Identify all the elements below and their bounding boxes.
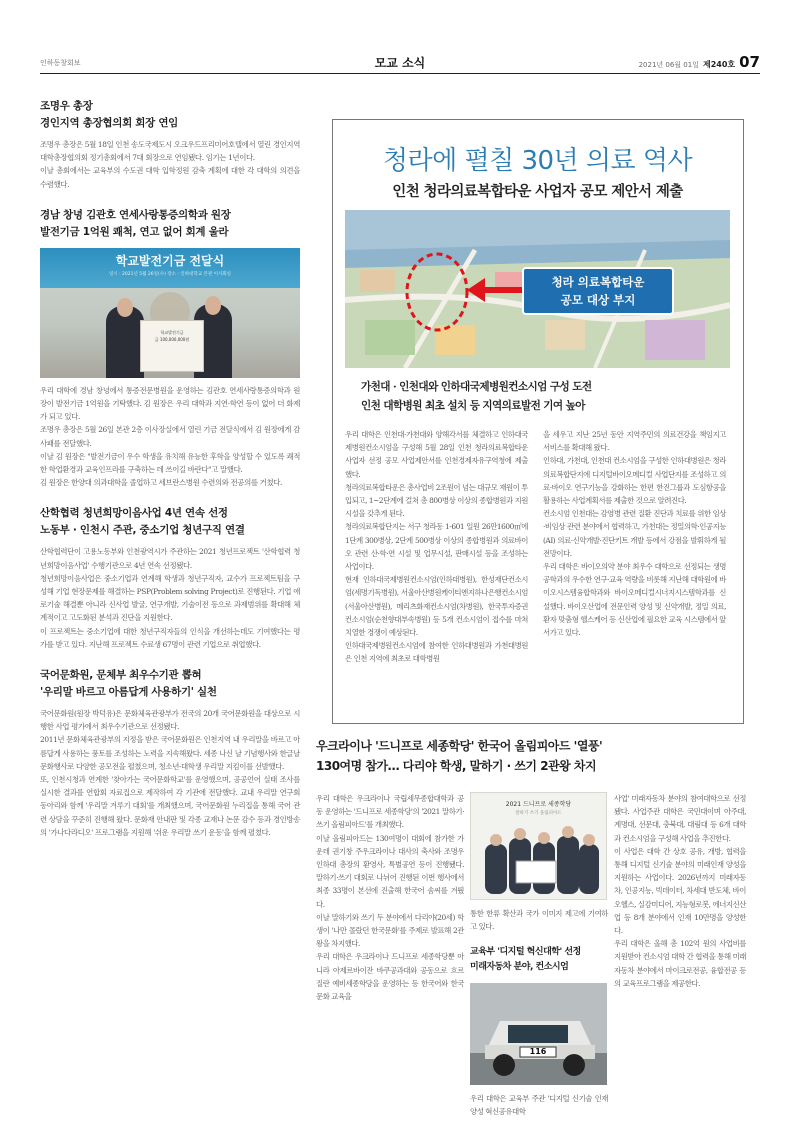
issue-number: 제240호 [702,60,736,69]
mobility-body-col: 사업' 미래자동차 분야의 참여대학으로 선정됐다. 사업주관 대학은 국민대이며 아주대, 계명대, 선문대, 충북대, 대림대 등 6개 대학과 컨소시엄을 구성해 사업을 추진한다. 이 사업은 대학 간 상호 공유, 개방, 협력을 통해 디지털 신기술 분야의 미래인재 양성을 지원하는 사업이다. 2026년까지 미래자동차, 인공지능, 빅데이터, 차세대 반도체, 바이오헬스, 실감미디어, 지능형로봇, 에너지신산업 등 8개 분야에서 인재 10만명을 양성한다. 우리 대학은 올해 총 102억 원의 사업비를 지원받아 컨소시엄 대학 간 협력을 통해 미래자동차 분야에서 마이크로전공, 융합전공 등의 교육프로그램을 제공한다. [614,794,746,988]
caption-line: 인천 대학병원 최초 설치 등 지역의료발전 기여 높아 [361,400,585,412]
car-illustration [470,983,607,1085]
page-number: 07 [739,53,760,71]
header-rule [40,73,760,74]
article-body: 조명우 총장은 5월 18일 인천 송도국제도시 오크우드프리미어호텔에서 열린 경인지역대학총장협의회 정기총회에서 7대 회장으로 연임됐다. 임기는 1년이다. 이날 총회에서는 교육부의 수도권 대학 입학정원 감축 계획에 대한 각 대학의 의견을 수렴했다. [40,140,300,189]
person-head [205,296,221,315]
car-number: 116 [529,1047,547,1056]
article-title-line: 경남 창녕 김관호 연세사랑통증의학과 원장 [40,208,231,221]
article-donation [40,207,300,490]
banner-subtitle: 일시 : 2021년 5월 26일(수) 장소 : 인하대학교 본관 이사회실 [108,271,232,277]
donation-ceremony-photo [40,248,300,378]
article-title-line: 경인지역 총장협의회 회장 연임 [40,117,179,129]
feature-subtitle: 인천 청라의료복합타운 사업자 공모 제안서 제출 [392,184,683,200]
banner-title: 학교발전기금 전달식 [115,253,225,268]
article-title-line: 국어문화원, 문체부 최우수기관 뽑혀 [40,669,202,682]
ukraine-article-title [316,736,761,776]
photo-title: 2021 드니프로 세종학당 [505,801,572,808]
site-map-image [345,210,730,368]
section-title: 모교 소식 [374,56,426,70]
olympiad-photo [470,792,607,900]
mobility-article-title [470,945,608,975]
article-title-line: 산학협력 청년희망이음사업 4년 연속 선정 [40,507,228,520]
donation-board: 학교발전기금 금 100,000,000원 [140,320,204,372]
issue-date: 2021년 06월 01일 [638,61,699,69]
feature-article-box [332,119,744,724]
article-korean-institute [40,667,300,839]
group-participants-illustration [471,816,607,896]
photo-subtitle: 말하기 쓰기 올림피아드 [515,811,562,816]
article-title-line: 노동부 · 인천시 주관, 중소기업 청년구직 연결 [40,524,245,537]
article-title-line: 미래자동차 분야, 컨소시엄 [470,962,569,972]
feature-title: 청라에 펼칠 30년 의료 역사 [382,146,693,176]
article-title-line: 발전기금 1억원 쾌척, 연고 없어 회계 울라 [40,225,229,238]
article-title-line: 조명우 총장 [40,100,93,112]
article-body: 우리 대학에 경남 창녕에서 통증전문병원을 운영하는 김관호 연세사랑통증의학과 원장이 발전기금 1억원을 기탁했다. 김 원장은 우리 대학과 지연·학연 등이 없어 더 화제가 되고 있다. 조명우 총장은 5월 26일 본관 2층 이사장실에서 열린 기금 전달식에서 김 원장에게 감사패를 전달했다. 이날 김 원장은 "발전기금이 우수 학생을 유치해 유능한 후학을 양성할 수 있도록 쾌적한 학업환경과 교육인프라를 구축하는 데 쓰이길 바란다"고 말했다. 김 원장은 한양대 의과대학을 졸업하고 세브란스병원 수련의와 전공의를 거쳤다. [40,385,300,488]
left-column [40,98,300,855]
article-title-line: 우크라이나 '드니프로 세종학당' 한국어 올림피아드 '열풍' [316,739,603,753]
caption-line: 가천대 · 인천대와 인하대국제병원컨소시엄 구성 도전 [361,381,592,393]
article-body: 산학협력단이 고용노동부와 인천광역시가 주관하는 2021 청년프로젝트 '산학협력 청년희망이음사업' 수행기관으로 4년 연속 선정됐다. 청년희망이음사업은 중소기업과 연계해 학생과 청년구직자, 교수가 프로젝트팀을 구성해 기업 현장문제를 해결하는 PSP(Problem solving Project)로 진행된다. 기업 애로기술 해결뿐 아니라 신사업 발굴, 연구개발, 기술이전 등으로 과제범위를 확대해 체계적이고 고도화된 분석과 진단을 지원한다. 이 프로젝트는 중소기업에 대한 청년구직자들의 인식을 개선하는데도 기여했다는 평가를 받고 있다. 지난해 프로젝트 수료생 67명이 관련 기업으로 취업했다. [40,547,300,649]
feature-caption [361,378,731,416]
article-body: 국어문화원(원장 박덕유)은 문화체육관광부가 전국의 20개 국어문화원을 대상으로 시행한 사업 평가에서 최우수기관으로 선정됐다. 2011년 문화체육관광부의 지정을 받은 국어문화원은 인천지역 내 우리말을 바르고 아름답게 사용하는 풍토를 조성하는 노력을 지속해왔다. 세종 나신 날 기념행사와 한글날 문화행사로 다양한 공모전을 펼쳤으며, 청소년·대학생 우리말 지킴이를 선발했다. 또, 인천시청과 연계한 '찾아가는 국어문화학교'를 운영했으며, 공공언어 실태 조사를 실시한 결과를 연합회 자료집으로 제작하여 각 기관에 전달했다. 교내 우리말 연구회 동아리와 함께 '우리말 겨루기 대회'를 개최했으며, 국어문화원 누리집을 통해 국어 관련 상담을 꾸준히 진행해 왔다. 문화재 안내판 및 각종 교재나 논문 감수 등과 경인방송의 '가나다라디오' 프로그램을 지원해 '쉬운 우리말 쓰기 운동'을 함께 펼쳤다. [40,709,300,837]
issue-info [639,53,760,71]
article-title-line: 교육부 '디지털 혁신대학' 선정 [470,947,581,957]
article-title-line: '우리말 바르고 아름답게 사용하기' 실천 [40,686,217,699]
article-title-line: 130여명 참가… 다리야 학생, 말하기 · 쓰기 2관왕 차지 [316,759,597,773]
person-head [117,298,133,317]
feature-body-col1: 우리 대학은 인천대·가천대와 양해각서를 체결하고 인하대국제병원컨소시엄을 구성해 5월 28일 인천 청라의료복합타운 사업자 선정 공모 사업제안서를 인천경제자유구역청에 제출했다. 청라의료복합타운은 총사업비 2조원이 넘는 대규모 재원이 투입되고, 1~2단계에 걸쳐 총 800병상 이상의 종합병원과 지원시설을 갖추게 된다. 청라의료복합단지는 서구 청라동 1-601 일원 26만1600㎡에 1단계 300병상, 2단계 500병상 이상의 종합병원과 의료바이오 관련 산·학·연 시설 및 업무시설, 판매시설 등을 조성하는 사업이다. 현재 인하대국제병원컨소시엄(인하대병원), 한성재단컨소시엄(세명기독병원), 서울아산병원케이티엔지하나은행컨소시엄(서울아산병원), 메리츠화재컨소시엄(차병원), 한국투자증권컨소시엄(순천향대부속병원) 등 5개 컨소시엄이 접수를 마쳐 치열한 경쟁이 예상된다. 인하대국제병원컨소시엄에 참여한 인하대병원과 가천대병원은 인천 지역에 최초로 대학병원 [345,430,528,664]
ukraine-body-col1: 우리 대학은 우크라이나 국립세무종합대학과 공동 운영하는 '드니프로 세종학당'의 '2021 말하기·쓰기 올림피아드'를 개최했다. 이날 올림피아드는 130여명이 대회에 참가한 가운데 권기창 주우크라이나 대사의 축사와 조명우 인하대 총장의 환영사, 특별공연 등이 진행됐다. 말하기·쓰기 대회로 나뉘어 진행된 이번 행사에서 최종 33명이 본선에 진출해 한국어 솜씨를 겨뤘다. 이날 말하기와 쓰기 두 분야에서 다리야(20세) 학생이 '나만 몰랐던 한국문화'를 주제로 발표해 2관왕을 차지했다. 우리 대학은 우크라이나 드니프로 세종학당뿐 아니라 아제르바이잔 바쿠공과대와 공동으로 흐르질란 예비세종학당을 운영하는 등 한국어와 한국문화 교육을 [316,794,464,1002]
feature-body-col2: 을 세우고 지난 25년 동안 지역주민의 의료건강을 책임지고 서비스를 확대해 왔다. 인하대, 가천대, 인천대 컨소시엄을 구성한 인하대병원은 청라의료복합단지에 디지털바이오메디컬 사업단지를 조성하고 의료·바이오 연구기능을 강화하는 한편 한진그룹과 도심항공을 활용하는 사업계획서를 제출한 것으로 알려진다. 컨소시엄 인천대는 감염병 관련 질환 진단과 치료를 위한 임상·비임상 관련 분야에서 협력하고, 가천대는 정밀의학·인공지능(AI) 의료·신약개발·진단키트 개발 등에서 강점을 발휘하게 될 전망이다. 우리 대학은 바이오의약 분야 최우수 대학으로 선정되는 생명공학과의 우수한 연구·교육 역량을 비롯해 지난해 대학원에 바이오시스템융합학과와 바이오메디컬시너지시스템학과를 신설했다. 바이오산업에 전문인력 양성 및 신약개발, 정밀 의료, 환자 맞춤형 헬스케어 등 신산업에 필요한 교육 시스템에서 앞서가고 있다. [543,430,726,638]
ceremony-banner [40,248,300,288]
article-youth-project [40,505,300,651]
ukraine-body-continued: 통한 한류 확산과 국가 이미지 제고에 기여하고 있다. [470,909,608,932]
map-label: 청라 의료복합타운 공모 대상 부지 [551,275,645,307]
autonomous-car-photo [470,983,607,1085]
article-president-reelected [40,98,300,191]
newspaper-name: 인하동창회보 [40,59,81,67]
mobility-body-start: 우리 대학은 교육부 주관 '디지털 신기술 인재양성 혁신공유대학 [470,1094,608,1117]
